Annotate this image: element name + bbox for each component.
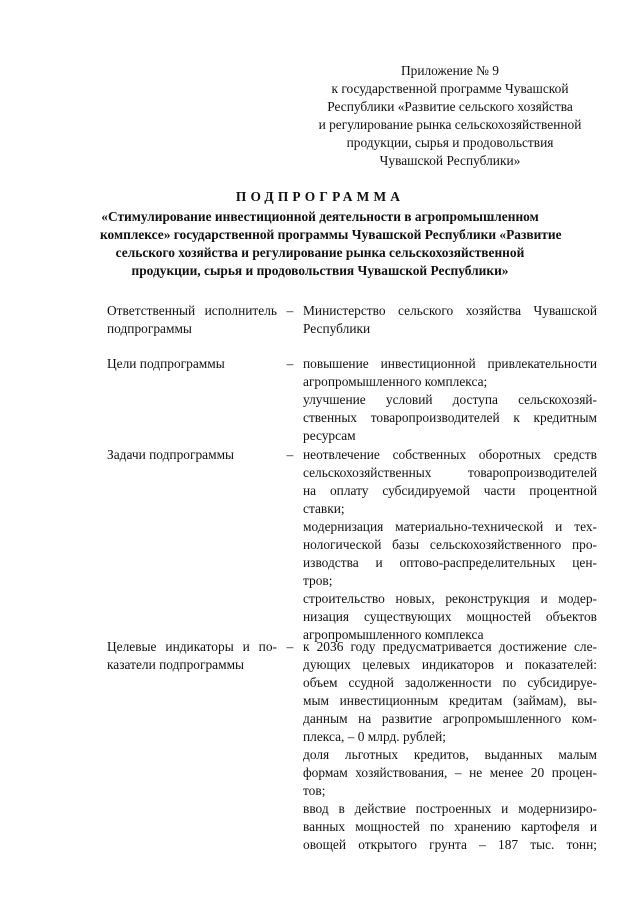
row-label	[107, 302, 277, 338]
row-value-line: объем ссудной задолженности по субсидируе-	[303, 675, 597, 690]
row-value-line: нологической базы сельскохозяйственного про-	[303, 537, 597, 552]
row-value-line: ввод в действие построенных и модернизиро-	[303, 801, 597, 816]
row-value-line: дующих целевых индикаторов и показателей:	[303, 657, 597, 672]
subprogram-title: ПОДПРОГРАММА	[235, 189, 405, 204]
row-value-line: овощей открытого грунта – 187 тыс. тонн;	[303, 837, 597, 852]
row-value-line: доля льготных кредитов, выданных малым	[303, 747, 597, 762]
row-dash: –	[286, 447, 294, 462]
row-label	[107, 446, 277, 464]
row-label-line: Задачи подпрограммы	[107, 447, 235, 462]
row-value-line: формам хозяйствования, – не менее 20 процен-	[303, 765, 597, 780]
row-value-line: плекса, – 0 млрд. рублей;	[303, 729, 447, 744]
appendix-block	[300, 62, 600, 170]
subprogram-name-line: продукции, сырья и продовольствия Чувашской Республики»	[131, 263, 509, 278]
row-value-line: данным на развитие агропромышленного ком-	[303, 711, 597, 726]
row-value-line: изводства и оптово-распределительных цен-	[303, 555, 597, 570]
row-value-line: Республики	[303, 321, 371, 336]
row-label-line: Цели подпрограммы	[107, 356, 225, 371]
row-value-line: сельскохозяйственных товаропроизводителей	[303, 465, 597, 480]
appendix-line: к государственной программе Чувашской	[331, 81, 569, 96]
appendix-line: Чувашской Республики»	[379, 153, 521, 168]
row-label-line: казатели подпрограммы	[107, 657, 245, 672]
subprogram-name-line: комплексе» государственной программы Чувашской Республики «Развитие	[100, 227, 562, 242]
row-value-line: к 2036 году предусматривается достижение сле-	[303, 639, 597, 654]
row-value-line: модернизация материально-технической и тех-	[303, 519, 597, 534]
subprogram-name-line: «Стимулирование инвестиционной деятельности в агропромышленном	[101, 209, 539, 224]
row-label	[107, 355, 277, 373]
row-value-line: ресурсам	[303, 428, 356, 443]
row-value-line: тров;	[303, 573, 333, 588]
row-value-line: ванных мощностей по хранению картофеля и	[303, 819, 597, 834]
row-value-line: тов;	[303, 783, 326, 798]
appendix-line: продукции, сырья и продовольствия	[346, 135, 554, 150]
row-value-line: мым инвестиционным кредитам (займам), вы-	[303, 693, 597, 708]
row-dash: –	[286, 303, 294, 318]
row-value	[303, 302, 597, 338]
row-dash: –	[286, 639, 294, 654]
row-label-line: Ответственный исполнитель	[107, 303, 277, 318]
row-value	[303, 638, 597, 854]
row-label	[107, 638, 277, 674]
appendix-line: и регулирование рынка сельскохозяйственной	[318, 117, 582, 132]
subprogram-name-line: сельского хозяйства и регулирование рынка сельскохозяйственной	[115, 245, 525, 260]
row-value-line: Министерство сельского хозяйства Чувашской	[303, 303, 597, 318]
row-value-line: агропромышленного комплекса;	[303, 374, 488, 389]
row-value-line: строительство новых, реконструкция и модер-	[303, 591, 597, 606]
subprogram-heading	[100, 188, 562, 280]
row-label-line: подпрограммы	[107, 321, 192, 336]
row-dash: –	[286, 356, 294, 371]
row-value-line: агропромышленного комплекса	[303, 627, 484, 642]
row-value-line: низация существующих мощностей объектов	[303, 609, 597, 624]
appendix-line: Приложение № 9	[400, 63, 500, 78]
row-value-line: на оплату субсидируемой части процентной	[303, 483, 597, 498]
row-value-line: ственных товаропроизводителей к кредитным	[303, 410, 597, 425]
row-value-line: неотвлечение собственных оборотных средств	[303, 447, 597, 462]
row-value	[303, 446, 597, 644]
row-label-line: Целевые индикаторы и по-	[107, 639, 277, 654]
row-value-line: улучшение условий доступа сельскохозяй-	[303, 392, 597, 407]
row-value-line: ставки;	[303, 501, 345, 516]
row-value-line: повышение инвестиционной привлекательности	[303, 356, 597, 371]
row-value	[303, 355, 597, 445]
appendix-line: Республики «Развитие сельского хозяйства	[327, 99, 573, 114]
